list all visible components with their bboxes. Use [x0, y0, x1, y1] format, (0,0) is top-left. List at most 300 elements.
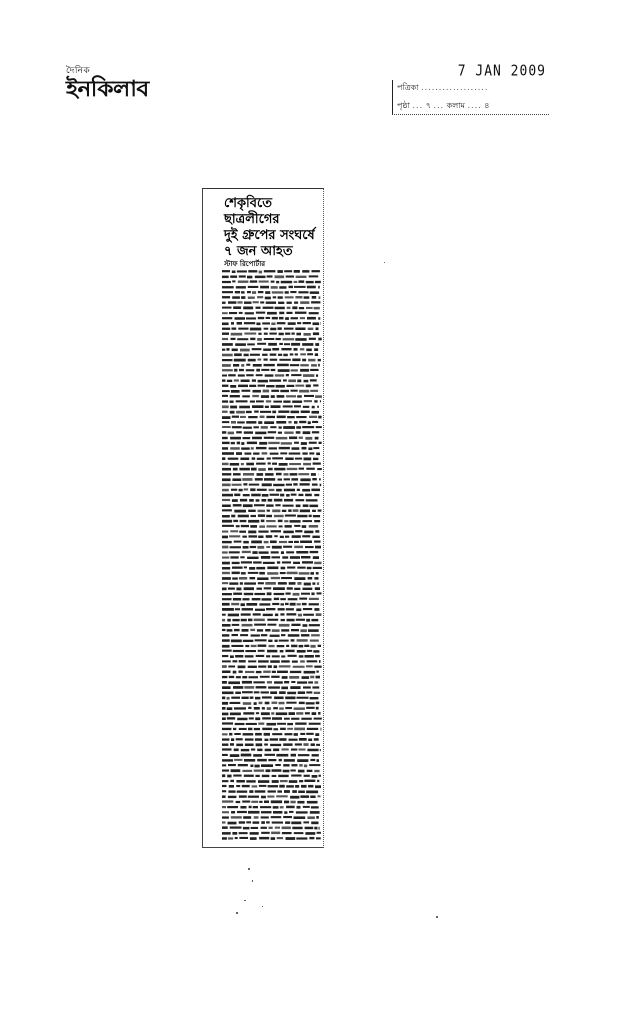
body-word	[304, 780, 315, 782]
body-word	[270, 744, 281, 746]
body-word	[222, 499, 230, 501]
body-word	[299, 280, 305, 283]
body-word	[222, 681, 227, 684]
body-word	[222, 557, 229, 559]
body-word	[235, 655, 243, 658]
body-word	[242, 395, 250, 397]
body-word	[271, 577, 280, 579]
body-word	[233, 686, 243, 689]
body-word	[243, 307, 253, 310]
body-word	[222, 806, 226, 808]
body-word	[270, 453, 279, 455]
body-word	[238, 666, 246, 669]
body-word	[222, 379, 226, 381]
body-word	[242, 691, 253, 693]
body-word	[248, 531, 256, 534]
body-word	[315, 281, 321, 283]
body-word	[283, 816, 292, 818]
body-word	[279, 525, 283, 527]
body-word	[270, 359, 278, 361]
body-word	[255, 697, 260, 700]
body-word	[264, 359, 268, 361]
body-word	[231, 603, 239, 605]
body-word	[241, 380, 250, 383]
body-word	[240, 634, 248, 636]
body-word	[304, 775, 310, 777]
body-word	[318, 364, 320, 367]
body-word	[254, 504, 265, 506]
body-word	[316, 676, 321, 679]
body-word	[264, 478, 275, 481]
body-word	[228, 458, 239, 460]
body-word	[305, 494, 312, 497]
body-word	[222, 489, 229, 492]
article-byline: স্টাফ রিপোর্টার	[224, 259, 266, 268]
body-word	[297, 603, 301, 605]
body-word	[254, 728, 260, 730]
body-word	[256, 312, 265, 314]
body-word	[241, 561, 252, 563]
body-word	[254, 816, 259, 819]
body-word	[278, 296, 283, 299]
body-word	[222, 328, 230, 330]
stamp-date: 7 JAN 2009	[457, 62, 546, 81]
body-word	[297, 681, 307, 683]
body-word	[246, 317, 256, 319]
body-word	[233, 598, 241, 601]
body-word	[269, 645, 275, 647]
body-word	[308, 421, 311, 424]
body-word	[320, 400, 321, 402]
body-word	[232, 426, 242, 428]
body-word	[268, 665, 272, 668]
body-word	[253, 426, 259, 428]
body-word	[287, 468, 298, 470]
body-word	[233, 306, 241, 309]
body-word	[279, 665, 291, 667]
body-word	[295, 499, 304, 501]
body-word	[277, 837, 283, 839]
body-word	[297, 515, 307, 518]
body-word	[266, 608, 275, 610]
body-word	[222, 572, 230, 574]
body-word	[309, 723, 321, 725]
body-word	[250, 832, 259, 835]
body-word	[311, 301, 320, 303]
body-word	[295, 338, 306, 341]
body-word	[222, 296, 230, 298]
body-word	[296, 712, 303, 715]
body-word	[229, 551, 240, 553]
body-word	[245, 650, 256, 652]
body-word	[286, 484, 292, 486]
body-word	[277, 645, 285, 647]
body-word	[270, 494, 280, 496]
body-word	[222, 800, 233, 802]
body-word	[301, 785, 307, 788]
body-word	[271, 395, 275, 398]
body-word	[283, 401, 290, 403]
body-word	[295, 530, 302, 532]
body-word	[261, 426, 268, 429]
body-word	[273, 587, 285, 590]
body-word	[258, 317, 264, 319]
body-word	[258, 291, 264, 293]
body-word	[312, 431, 319, 433]
body-word	[304, 531, 313, 534]
body-word	[298, 691, 305, 694]
body-word	[301, 411, 310, 414]
body-word	[250, 401, 255, 403]
body-word	[317, 468, 322, 470]
body-word	[253, 364, 262, 367]
body-word	[222, 748, 232, 750]
body-word	[294, 442, 299, 444]
body-word	[264, 733, 270, 736]
body-word	[280, 494, 284, 497]
body-word	[249, 717, 254, 719]
body-word	[314, 577, 318, 580]
body-word	[312, 686, 319, 688]
body-word	[279, 343, 283, 345]
body-word	[244, 488, 248, 490]
body-word	[230, 437, 241, 440]
body-word	[290, 796, 299, 799]
body-word	[222, 354, 233, 357]
body-word	[287, 723, 293, 725]
body-word	[294, 348, 298, 351]
body-word	[316, 702, 320, 705]
body-word	[282, 561, 291, 563]
body-word	[316, 453, 320, 456]
body-word	[303, 374, 314, 377]
body-word	[222, 639, 230, 642]
body-word	[286, 551, 294, 553]
body-word	[296, 333, 301, 336]
body-word	[252, 348, 262, 350]
body-word	[302, 426, 314, 428]
body-word	[272, 769, 282, 772]
body-word	[272, 317, 278, 320]
body-word	[234, 494, 240, 497]
body-word	[270, 660, 280, 663]
body-word	[273, 806, 279, 809]
body-word	[262, 322, 270, 324]
body-word	[244, 302, 252, 304]
body-word	[277, 416, 286, 419]
body-word	[309, 505, 318, 508]
body-word	[291, 749, 297, 751]
body-word	[244, 566, 247, 568]
body-word	[267, 567, 278, 570]
body-word	[308, 447, 312, 450]
body-word	[299, 764, 303, 767]
body-word	[255, 775, 259, 777]
body-word	[228, 837, 233, 839]
body-word	[230, 780, 234, 782]
body-word	[252, 291, 256, 294]
body-word	[300, 483, 310, 485]
body-word	[270, 426, 276, 428]
body-word	[222, 531, 228, 533]
body-word	[236, 525, 240, 527]
body-word	[265, 739, 269, 741]
body-word	[243, 640, 254, 642]
body-word	[275, 275, 285, 278]
body-word	[305, 712, 310, 714]
body-word	[300, 317, 305, 319]
body-word	[258, 514, 265, 517]
body-word	[318, 338, 321, 341]
body-word	[279, 691, 286, 694]
body-word	[232, 562, 240, 564]
body-word	[317, 832, 321, 834]
body-word	[231, 390, 240, 393]
body-word	[262, 717, 271, 719]
body-word	[319, 478, 321, 480]
body-word	[304, 296, 310, 299]
body-word	[230, 713, 241, 716]
body-word	[233, 473, 241, 475]
body-word	[253, 754, 262, 757]
body-word	[245, 744, 254, 747]
body-word	[305, 827, 314, 830]
body-word	[290, 473, 298, 476]
body-word	[317, 406, 319, 408]
body-word	[240, 556, 244, 558]
body-word	[246, 780, 255, 782]
body-word	[232, 280, 235, 282]
body-word	[299, 468, 304, 470]
body-word	[302, 270, 309, 273]
body-word	[262, 598, 272, 600]
body-word	[292, 535, 301, 538]
body-word	[238, 515, 249, 518]
body-word	[222, 437, 228, 439]
body-word	[255, 790, 266, 792]
body-word	[241, 447, 250, 449]
body-word	[249, 567, 255, 570]
body-word	[298, 614, 302, 617]
body-word	[273, 484, 284, 486]
scan-speck	[252, 880, 253, 882]
body-word	[260, 806, 271, 808]
body-word	[286, 494, 290, 497]
body-word	[259, 271, 263, 274]
body-word	[304, 583, 311, 586]
body-word	[230, 385, 236, 388]
body-word	[272, 411, 276, 414]
body-word	[308, 629, 319, 632]
body-word	[267, 458, 271, 460]
body-word	[288, 598, 298, 600]
body-word	[284, 759, 295, 762]
body-word	[236, 676, 241, 678]
body-word	[303, 520, 313, 522]
body-word	[258, 510, 266, 512]
body-word	[294, 302, 298, 304]
body-word	[266, 400, 271, 402]
body-word	[299, 421, 306, 423]
body-word	[274, 598, 279, 600]
body-word	[240, 349, 250, 352]
masthead-newspaper-name: ইনকিলাব	[66, 76, 149, 102]
body-word	[253, 681, 264, 683]
body-word	[279, 359, 290, 361]
body-word	[231, 811, 235, 814]
body-word	[259, 785, 267, 787]
body-word	[234, 353, 242, 356]
body-word	[261, 816, 269, 818]
body-word	[260, 676, 270, 678]
body-word	[289, 582, 296, 585]
body-word	[267, 572, 278, 575]
body-word	[314, 666, 321, 668]
body-word	[281, 634, 285, 636]
body-word	[255, 765, 260, 768]
body-word	[249, 484, 259, 486]
body-word	[234, 541, 242, 543]
body-word	[292, 306, 297, 309]
body-word	[253, 301, 259, 303]
body-word	[298, 770, 305, 773]
body-word	[250, 629, 255, 631]
body-word	[279, 738, 286, 741]
body-word	[271, 551, 279, 553]
body-word	[303, 624, 308, 627]
body-word	[248, 416, 257, 418]
body-word	[228, 666, 235, 668]
body-word	[222, 722, 233, 724]
body-word	[270, 541, 277, 544]
body-word	[222, 665, 227, 668]
body-word	[291, 478, 298, 480]
body-word	[271, 837, 276, 840]
body-word	[236, 588, 241, 591]
body-word	[301, 593, 310, 595]
body-word	[297, 697, 309, 699]
body-word	[222, 744, 228, 746]
body-word	[261, 634, 267, 636]
body-word	[287, 692, 296, 695]
body-word	[222, 562, 230, 565]
body-word	[303, 806, 310, 808]
body-word	[282, 676, 288, 679]
body-word	[280, 613, 284, 615]
body-word	[281, 619, 285, 621]
body-word	[308, 359, 315, 362]
body-word	[276, 754, 288, 757]
body-word	[229, 676, 234, 678]
body-word	[222, 650, 232, 652]
body-word	[286, 645, 289, 647]
body-word	[248, 520, 259, 523]
body-word	[278, 354, 282, 356]
body-word	[272, 717, 282, 720]
body-word	[231, 338, 236, 340]
scan-speck	[244, 900, 246, 901]
body-word	[251, 634, 260, 636]
body-word	[258, 359, 262, 361]
body-word	[243, 483, 247, 485]
body-word	[315, 785, 321, 788]
body-word	[222, 577, 231, 580]
body-word	[222, 468, 231, 471]
body-word	[252, 405, 264, 408]
body-word	[271, 816, 282, 818]
body-word	[283, 379, 287, 381]
body-word	[316, 426, 322, 428]
body-word	[222, 728, 231, 730]
body-word	[277, 395, 285, 398]
body-word	[311, 619, 318, 621]
body-word	[251, 827, 259, 829]
body-word	[269, 827, 273, 829]
body-word	[273, 401, 282, 403]
body-word	[238, 281, 249, 283]
body-word	[263, 307, 274, 309]
body-word	[222, 713, 228, 716]
body-word	[310, 811, 320, 814]
body-word	[230, 463, 239, 466]
body-word	[266, 302, 276, 304]
body-word	[248, 728, 252, 731]
body-word	[272, 348, 279, 351]
body-word	[222, 774, 225, 777]
body-word	[315, 546, 321, 549]
body-word	[257, 489, 267, 491]
newspaper-masthead	[66, 66, 149, 102]
body-word	[234, 749, 239, 752]
body-word	[305, 832, 315, 835]
body-word	[276, 338, 281, 340]
body-word	[277, 322, 286, 324]
body-word	[290, 364, 299, 366]
body-word	[231, 333, 243, 336]
body-word	[293, 483, 297, 485]
body-word	[313, 463, 321, 465]
body-word	[242, 770, 252, 772]
body-word	[243, 702, 251, 705]
body-word	[278, 369, 290, 372]
body-word	[293, 509, 299, 512]
body-word	[302, 535, 310, 537]
body-word	[306, 468, 315, 470]
body-word	[271, 323, 275, 326]
body-word	[248, 572, 258, 574]
body-word	[274, 697, 284, 700]
body-word	[232, 349, 238, 352]
body-word	[231, 769, 241, 772]
body-word	[268, 343, 277, 346]
body-word	[300, 510, 310, 513]
body-word	[248, 286, 258, 288]
body-word	[274, 515, 284, 517]
clipping-stamp	[392, 62, 550, 116]
body-word	[246, 374, 253, 376]
body-word	[222, 764, 226, 766]
body-word	[279, 286, 286, 289]
body-word	[260, 411, 271, 413]
body-word	[249, 499, 254, 502]
body-word	[320, 484, 322, 487]
body-word	[281, 629, 289, 631]
body-word	[222, 323, 229, 326]
body-word	[233, 660, 238, 662]
body-word	[231, 738, 234, 741]
body-word	[257, 749, 262, 752]
body-word	[304, 395, 314, 397]
